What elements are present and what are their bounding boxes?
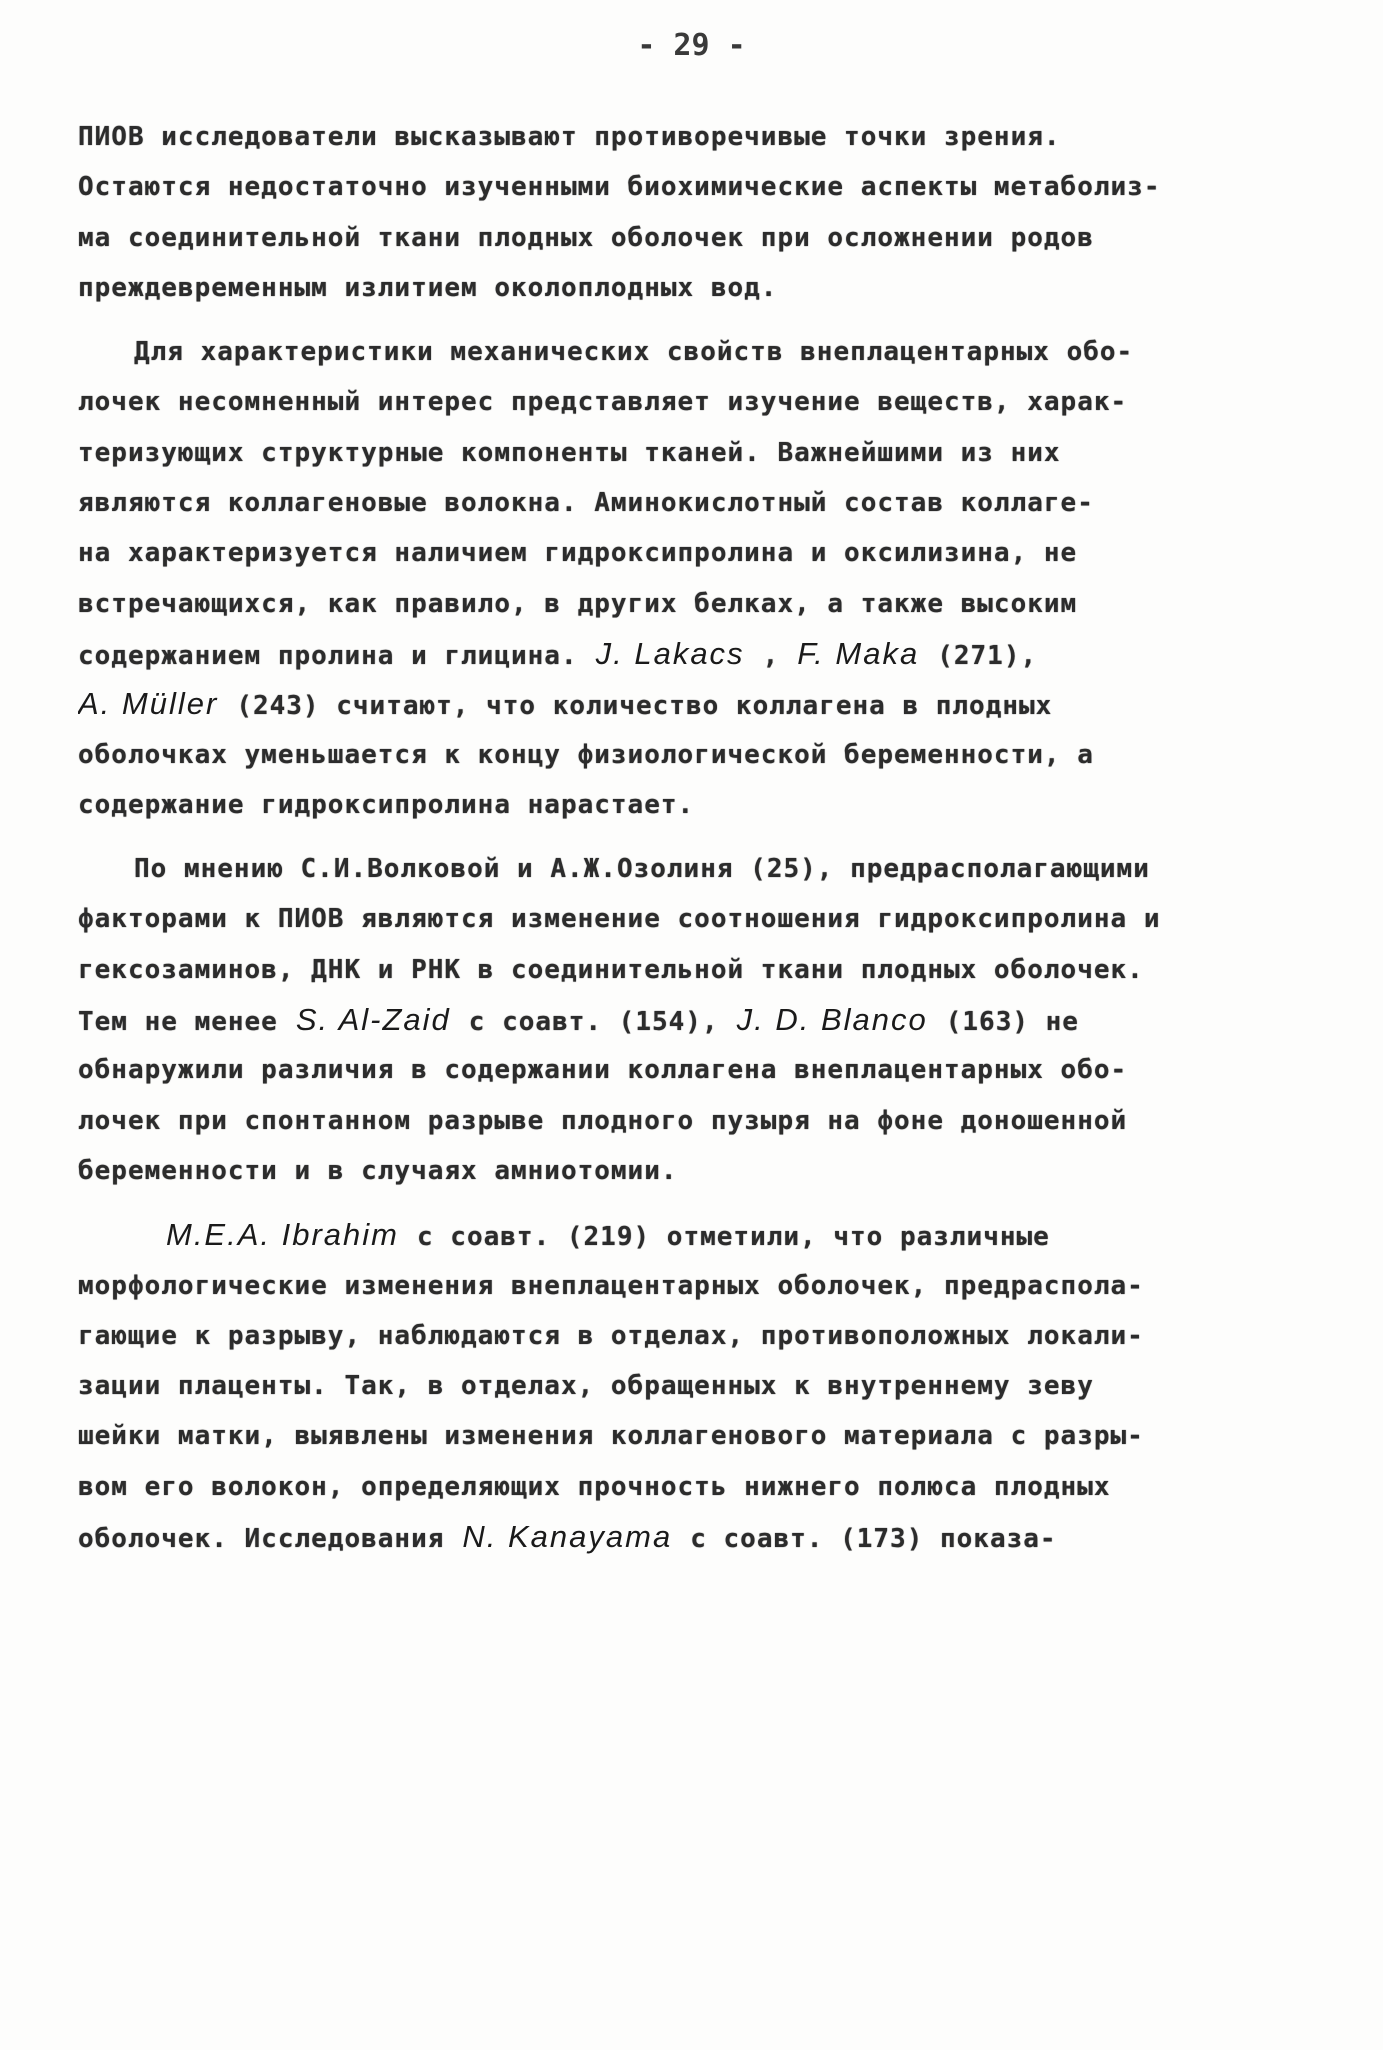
text-line: факторами к ПИОВ являются изменение соотношения гидроксипролина и xyxy=(78,904,1161,935)
text-segment: (163) не xyxy=(945,1007,1079,1038)
text-line: содержание гидроксипролина нарастает. xyxy=(78,789,695,820)
text-line xyxy=(78,995,1318,1045)
text-line: на характеризуется наличием гидроксипролина и оксилизина, не xyxy=(78,538,1078,569)
text-line: ПИОВ исследователи высказывают противоречивые точки зрения. xyxy=(78,122,1061,152)
text-line: шейки матки, выявлены изменения коллагенового материала с разры- xyxy=(78,1421,1144,1452)
text-line: гающие к разрыву, наблюдаются в отделах, противоположных локали- xyxy=(78,1320,1144,1351)
handwritten-name: A. Müller xyxy=(78,686,219,722)
text-line: вом его волокон, определяющих прочность нижнего полюса плодных xyxy=(78,1471,1111,1502)
text-line: По мнению С.И.Волковой и А.Ж.Озолиня (25), предрасполагающими xyxy=(134,854,1150,885)
handwritten-name: S. Al-Zaid xyxy=(295,1002,451,1038)
text-line: оболочках уменьшается к концу физиологической беременности, а xyxy=(78,739,1094,770)
text-line: лочек несомненный интерес представляет изучение веществ, харак- xyxy=(78,387,1128,418)
paragraph-4 xyxy=(78,1210,1318,1562)
handwritten-name: N. Kanayama xyxy=(462,1519,673,1555)
text-line: встречающихся, как правило, в других белках, а также высоким xyxy=(78,588,1078,619)
text-segment: с соавт. (219) отметили, что различные xyxy=(417,1222,1050,1253)
text-segment: оболочек. Исследования xyxy=(78,1524,445,1555)
text-line: беременности и в случаях амниотомии. xyxy=(78,1155,678,1186)
body-text xyxy=(78,112,1318,1562)
text-segment: , xyxy=(762,640,780,671)
text-line: Остаются недостаточно изученными биохимические аспекты метаболиз- xyxy=(78,172,1161,203)
text-line xyxy=(78,679,1318,729)
text-segment: с соавт. (173) показа- xyxy=(690,1524,1057,1555)
text-line xyxy=(78,629,1318,679)
paragraph-1 xyxy=(78,112,1318,313)
handwritten-name: J. Lakacs xyxy=(595,635,745,671)
text-line xyxy=(78,1210,1318,1260)
text-line: являются коллагеновые волокна. Аминокислотный состав коллаге- xyxy=(78,488,1094,519)
text-segment: (271), xyxy=(937,640,1038,671)
handwritten-name: M.E.A. Ibrahim xyxy=(166,1217,399,1253)
handwritten-name: J. D. Blanco xyxy=(736,1002,928,1038)
text-line: Для характеристики механических свойств внеплацентарных обо- xyxy=(134,337,1134,368)
text-line: лочек при спонтанном разрыве плодного пузыря на фоне доношенной xyxy=(78,1105,1128,1136)
text-segment: содержанием пролина и глицина. xyxy=(78,640,578,671)
page-number: - 29 - xyxy=(637,28,746,63)
text-line: зации плаценты. Так, в отделах, обращенных к внутреннему зеву xyxy=(78,1371,1094,1402)
paragraph-2 xyxy=(78,327,1318,830)
text-line xyxy=(78,1512,1318,1562)
text-line: морфологические изменения внеплацентарных оболочек, предраспола- xyxy=(78,1270,1144,1301)
text-line: преждевременным излитием околоплодных вод. xyxy=(78,272,778,303)
paragraph-3 xyxy=(78,844,1318,1196)
text-line: ма соединительной ткани плодных оболочек при осложнении родов xyxy=(78,222,1094,253)
text-segment: (243) считают, что количество коллагена в плодных xyxy=(236,691,1053,722)
handwritten-name: F. Maka xyxy=(797,635,920,671)
text-segment: с соавт. (154), xyxy=(468,1007,719,1038)
text-line: теризующих структурные компоненты тканей. Важнейшими из них xyxy=(78,437,1061,468)
text-segment: Тем не менее xyxy=(78,1007,278,1038)
text-line: гексозаминов, ДНК и РНК в соединительной ткани плодных оболочек. xyxy=(78,954,1144,985)
text-line: обнаружили различия в содержании коллагена внеплацентарных обо- xyxy=(78,1055,1128,1086)
